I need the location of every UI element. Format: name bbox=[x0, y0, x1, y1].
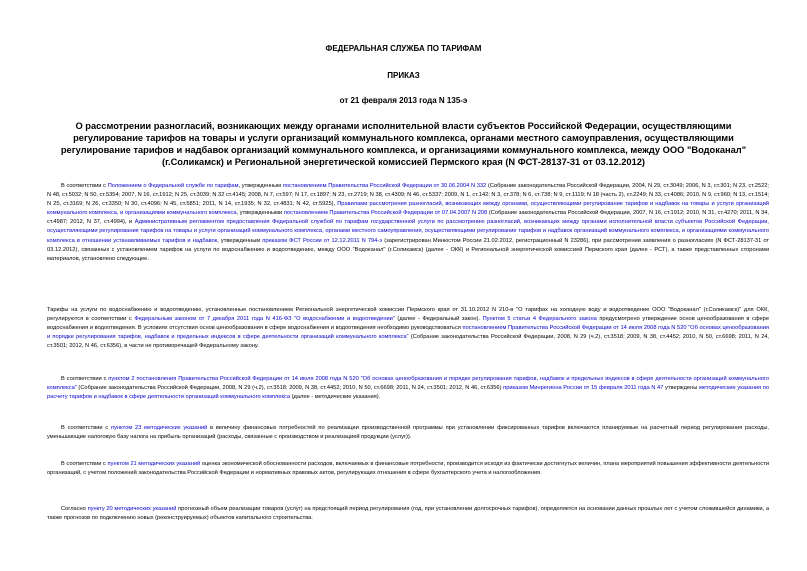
document-link[interactable]: пунктом 2 постановления Правительства Российской Федерации от 14 июля 2008 года N 520 "Об основах ценообразования и порядке регулирования тарифов, надбавок и предельных индексов в сфере деятельности организаций коммунального комплекса" bbox=[47, 376, 769, 392]
document-link[interactable]: постановлением Правительства Российской Федерации от 30.06.2004 N 332 bbox=[282, 183, 487, 189]
document-link[interactable]: Правилами рассмотрения разногласий, возникающих между органами, осуществляющими регулирование тарифов и надбавок на товары и услуги организаций коммунального комплекса, и организациями коммунального комплекса bbox=[47, 201, 769, 217]
paragraph-text: Тарифы на услуги по водоснабжению и водоотведению, установленные постановлением Региональной энергетической комиссии Пермского края от 31.10.2012 N 210-в "О тарифах на холодную воду и водоотведение ООО "Водоканал" (г.Соликамск)" для ОКК, регулируются в соответствии с bbox=[47, 307, 769, 323]
paragraph-text: , утвержденными bbox=[236, 210, 284, 217]
paragraph-text: предусмотрено утверждение основ ценообразования в сфере водоснабжения и водоотведения. В условиях отсутствия основ ценообразования в сфере водоснабжения и водоотведения необходимо руководствоваться bbox=[47, 316, 770, 332]
paragraph-text: В соответствии с bbox=[61, 183, 108, 189]
paragraph-text: , утвержденным bbox=[238, 183, 283, 189]
paragraph-4 bbox=[47, 424, 769, 442]
paragraph-text: (Собрание законодательства Российской Федерации, 2004, N 29, ст.3049; 2006, N 3, ст.301; N 23, ст.2522; N 48, ст.5032; N 50, ст.5354; 2007, N 16, ст.1912; N 25, ст.3039; N 32 ст.4145; 2008, N 7, ст.597; N 17, ст.1897; N 23, ст.2719; N 38, ст.4309; N 46, ст.5337; 2009, N 1, ст.142; N 3, ст.378; N 6, ст.738; N 9, ст.1119; N 18 (часть 2), ст.2249; N 33, ст.4086; 2010, N 9, ст.960; N 13, ст.1514; N 25, ст.3169; N 26, ст.3350; N 30, ст.4096; N 45, ст.5851; 2011, N 14, ст.1935; N 32, ст.4831; N 42, ст.5925), bbox=[47, 183, 770, 208]
paragraph-text: прогнозный объем реализации товаров (услуг) на предстоящий период регулирования (год, при установлении долгосрочных тарифов), определяется на основании данных прошлых лет с учетом сложившейся динамики, а также прогнозов по подключению новых (реконструируемых) объектов капитального строительства. bbox=[47, 506, 769, 522]
document-link[interactable]: постановлением Правительства Российской Федерации от 14 июля 2008 года N 520 "Об основах ценообразования и порядке регулирования тарифов, надбавок и предельных индексов в сфере деятельности организаций коммунального комплекса" bbox=[47, 325, 770, 341]
paragraph-text: оценка экономической обоснованности расходов, включаемых в финансовые потребности, производится исходя из фактически достигнутых величин, плана мероприятий повышения эффективности деятельности организаций, с учетом положений законодательства Российской Федерации и нормативных правовых актов, регулирующих отношения в сфере бухгалтерского учета и налогообложения. bbox=[47, 461, 770, 477]
document-link[interactable]: пунктом 21 методических указаний bbox=[107, 461, 201, 467]
document-link[interactable]: пунктом 23 методических указаний bbox=[111, 425, 208, 431]
paragraph-6 bbox=[47, 505, 769, 523]
paragraph-3 bbox=[47, 375, 769, 402]
document-link[interactable]: постановлением Правительства Российской Федерации от 07.04.2007 N 208 bbox=[283, 210, 488, 217]
document-link[interactable]: приказом Минрегиона России от 15 февраля 2011 года N 47 bbox=[503, 385, 664, 392]
paragraph-text: (Собрание законодательства Российской Федерации, 2008, N 29 (ч.2), ст.3518; 2009, N 38, ст.4452; 2010, N 50, ст.6698; 2011, N 24, ст.3501; 2012, N 46, ст.6356) bbox=[76, 385, 504, 392]
paragraph-text: В соответствии с bbox=[61, 461, 108, 467]
document-link[interactable]: Пунктом 5 статьи 4 Федерального закона bbox=[482, 316, 597, 323]
paragraph-text: (зарегистрирован Минюстом России 21.02.2012, регистрационный N 23286), при рассмотрении заявления о разногласиях (N ФСТ-28137-31 от 03.12.2012), связанных с установлением тарифов на услуги по водоснабжению и водоотведению, между ООО "Водоканал" (г.Соликамск) (далее - ОКК) и Региональной энергетической комиссией Пермского края (далее - РСТ), а также представленных сторонами материалов, установлено следующее. bbox=[47, 237, 769, 262]
paragraph-text: В соответствии с bbox=[61, 376, 109, 382]
document-link[interactable]: методические указания по расчету тарифов и надбавок в сфере деятельности организаций коммунального комплекса bbox=[47, 385, 769, 401]
paragraph-1 bbox=[47, 182, 769, 264]
document-link[interactable]: Федеральным законом от 7 декабря 2011 года N 416-ФЗ "О водоснабжении и водоотведении" bbox=[134, 316, 395, 323]
paragraph-text: (далее - методические указания). bbox=[290, 394, 381, 401]
document-link[interactable]: Положением о Федеральной службе по тарифам bbox=[107, 183, 239, 189]
paragraph-text: (далее - Федеральный закон). bbox=[394, 316, 483, 323]
paragraph-text: В соответствии с bbox=[61, 425, 112, 431]
document-type: ПРИКАЗ bbox=[387, 71, 420, 80]
paragraph-text: утверждены bbox=[663, 385, 699, 392]
paragraph-text: (Собрание законодательства Российской Федерации, 2008, N 29 (ч.2), ст.3518; 2009, N 38, ст.4452; 2010, N 50, ст.6698; 2011, N 24, ст.3501; 2012, N 46, ст.6356), в части не противоречащей Федеральному закону. bbox=[47, 334, 769, 350]
paragraph-text: в величину финансовых потребностей по реализации производственной программы при установлении фиксированных тарифов включаются планируемые на расчетный период регулирования расходы, уменьшающие налоговую базу налога на прибыль организаций (расходы, связанные с производством и реализацией продукции (услуг)). bbox=[47, 425, 769, 441]
document-title: О рассмотрении разногласий, возникающих между органами исполнительной власти субъектов Российской Федерации, осуществляющими регулирование тарифов на товары и услуги организаций коммунального комплекса, органами местного самоуправления, осуществляющими регулирование тарифов и надбавок организаций коммунального комплекса, и организациями коммунального комплекса, между ООО "Водоканал" (г.Соликамск) и Региональной энергетической комиссией Пермского края (N ФСТ-28137-31 от 03.12.2012) bbox=[60, 121, 747, 167]
paragraph-text: , утвержденным bbox=[217, 237, 263, 244]
agency-name: ФЕДЕРАЛЬНАЯ СЛУЖБА ПО ТАРИФАМ bbox=[325, 44, 482, 53]
document-link[interactable]: приказом ФСТ России от 12.12.2011 N 794-э bbox=[262, 237, 383, 244]
document-link[interactable]: пункту 20 методических указаний bbox=[87, 506, 177, 512]
paragraph-text: (Собрание законодательства Российской Федерации, 2007, N 16, ст.1912; 2010, N 31, ст.4270; 2011, N 34, ст.4987; 2012, N 37, ст.4994), и bbox=[47, 210, 770, 226]
document-date-number: от 21 февраля 2013 года N 135-э bbox=[339, 96, 468, 105]
paragraph-text: Согласно bbox=[61, 506, 88, 512]
paragraph-5 bbox=[47, 460, 769, 478]
paragraph-2 bbox=[47, 306, 769, 351]
document-link[interactable]: Административным регламентом предоставления Федеральной службой по тарифам государственной услуги по рассмотрению разногласий, возникающих между органами исполнительной власти субъектов Российской Федерации, осуществляющими регулирование тарифов на товары и услуги организаций коммунального комплекса, органами местного самоуправления, осуществляющими регулирование тарифов и надбавок организаций коммунального комплекса, и организациями коммунального комплекса в отношении устанавливаемых тарифов и надбавок bbox=[47, 219, 770, 244]
